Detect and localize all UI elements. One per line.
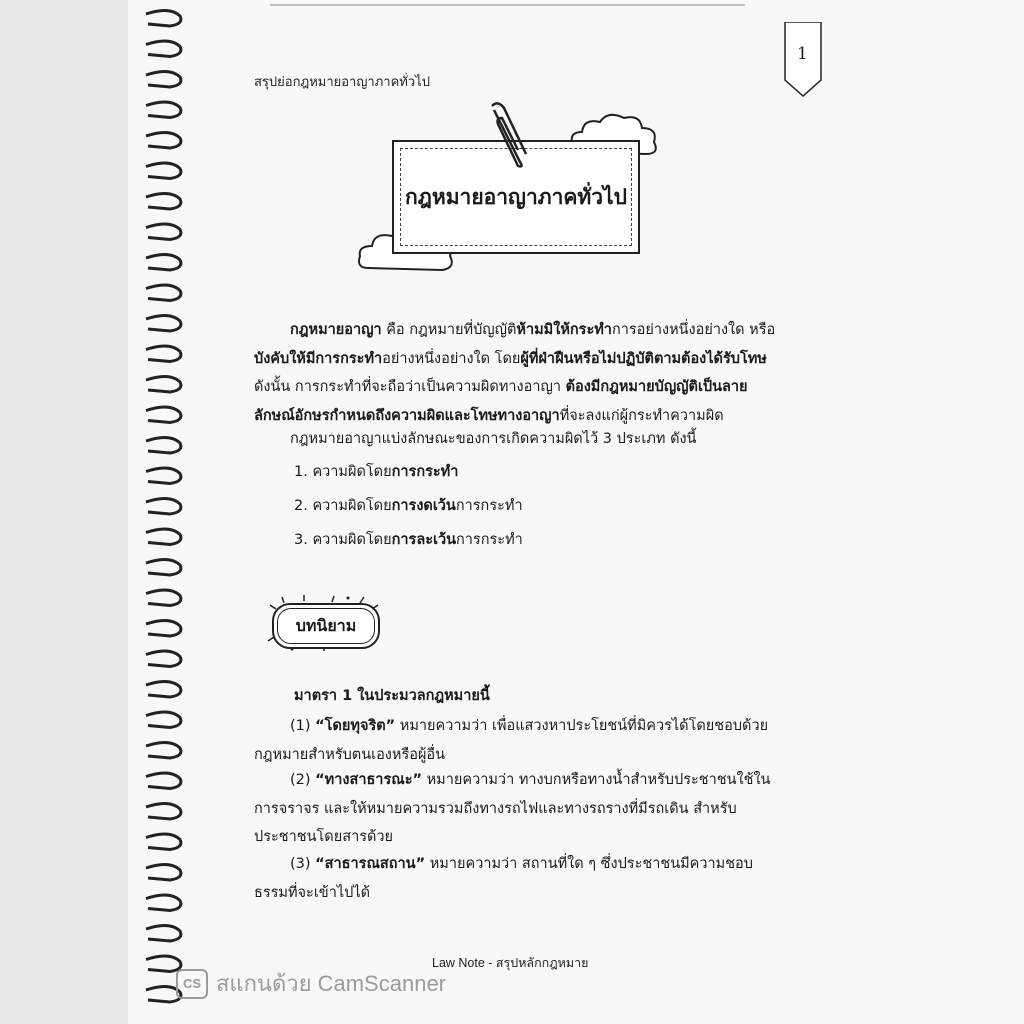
definition-1	[254, 712, 784, 769]
spiral-coil	[146, 590, 181, 606]
spiral-coil	[146, 742, 181, 758]
intro-bold-3: บังคับให้มีการกระทำ	[254, 350, 383, 367]
type-item-2-prefix: 2. ความผิดโดย	[294, 498, 392, 514]
page-footer: Law Note - สรุปหลักกฎหมาย	[432, 956, 589, 970]
type-item-3-suffix: การกระทำ	[456, 532, 523, 548]
definition-3-term: “สาธารณสถาน”	[315, 856, 426, 872]
intro-bold-2: ห้ามมิให้กระทำ	[516, 322, 612, 338]
spiral-coil	[146, 285, 181, 301]
spiral-coil	[146, 41, 181, 57]
type-item-3-prefix: 3. ความผิดโดย	[294, 532, 392, 548]
spiral-coil	[146, 224, 181, 240]
types-intro: กฎหมายอาญาแบ่งลักษณะของการเกิดความผิดไว้ 3 ประเภท ดังนี้	[290, 431, 697, 447]
spiral-coil	[146, 193, 181, 209]
spiral-coil	[146, 681, 181, 697]
spiral-coil	[146, 773, 181, 789]
spiral-coil	[146, 498, 181, 514]
definition-2-number: (2)	[290, 772, 316, 788]
spiral-coil	[146, 559, 181, 575]
definition-3	[254, 850, 784, 907]
spiral-coil	[146, 895, 181, 911]
intro-text-2: การอย่างหนึ่งอย่างใด	[611, 322, 745, 338]
spiral-coil	[146, 529, 181, 545]
type-item-2-suffix: การกระทำ	[455, 498, 523, 514]
spiral-coil	[146, 254, 181, 270]
chapter-title: กฎหมายอาญาภาคทั่วไป	[405, 184, 627, 209]
spiral-coil	[146, 925, 181, 941]
spiral-coil	[146, 834, 181, 850]
intro-text-1: คือ กฎหมายที่บัญญัติ	[381, 322, 517, 338]
badge-label: บทนิยาม	[295, 615, 357, 635]
intro-text-5: ดังนั้น การกระทำที่จะถือว่าเป็นความผิดทางอาญา	[254, 379, 566, 395]
intro-paragraph	[254, 316, 784, 430]
definition-1-term: “โดยทุจริต”	[315, 718, 396, 734]
intro-text-6: ที่จะลงแก่ผู้กระทำความผิด	[559, 407, 724, 424]
definition-3-number: (3)	[290, 856, 316, 872]
badge-frame	[272, 603, 380, 649]
page-top-edge	[270, 4, 745, 6]
intro-bold-1: กฎหมายอาญา	[290, 322, 382, 338]
running-header: สรุปย่อกฎหมายอาญาภาคทั่วไป	[254, 75, 430, 90]
spiral-coil	[146, 651, 181, 667]
spiral-coil	[146, 620, 181, 636]
paperclip-icon	[484, 100, 534, 170]
definition-2	[254, 766, 784, 852]
spiral-coil	[146, 315, 181, 331]
camscanner-logo-icon: CS	[176, 969, 208, 999]
intro-bold-5: ต้องมีกฎหมายบัญญัติเป็นลายลักษณ์อักษรกำหนดถึงความผิดและโทษทางอาญา	[254, 379, 748, 424]
definition-2-text: หมายความว่า ทางบกหรือทางน้ำสำหรับประชาชนใช้ในการจราจร และให้หมายความรวมถึงทางรถไฟและทางรถรางที่มีรถเดิน สำหรับประชาชนโดยสารด้วย	[254, 772, 771, 845]
type-item-1	[294, 460, 458, 483]
type-item-2	[294, 494, 523, 517]
type-item-2-bold: การงดเว้น	[391, 498, 456, 514]
type-item-3-bold: การละเว้น	[391, 532, 457, 548]
spiral-coil	[146, 803, 181, 819]
spiral-coil	[146, 71, 181, 87]
type-item-1-prefix: 1. ความผิดโดย	[294, 464, 392, 480]
type-item-3	[294, 528, 523, 551]
spiral-coil	[146, 864, 181, 880]
section-heading: มาตรา 1 ในประมวลกฎหมายนี้	[294, 688, 490, 704]
definition-3-text: หมายความว่า สถานที่ใด ๆ ซึ่งประชาชนมีความชอบธรรมที่จะเข้าไปได้	[254, 856, 753, 901]
spiral-coil	[146, 376, 181, 392]
spiral-coil	[146, 163, 181, 179]
intro-bold-4: ผู้ที่ฝ่าฝืนหรือไม่ปฏิบัติตามต้องได้รับโทษ	[520, 350, 767, 367]
definition-2-term: “ทางสาธารณะ”	[315, 772, 423, 788]
definitions-badge	[264, 595, 384, 653]
intro-text-4: อย่างหนึ่งอย่างใด โดย	[382, 350, 521, 367]
spiral-coil	[146, 407, 181, 423]
scanner-watermark	[176, 966, 446, 1001]
watermark-text: สแกนด้วย CamScanner	[216, 971, 447, 996]
type-item-1-bold: การกระทำ	[391, 464, 459, 480]
page-number: 1	[797, 44, 808, 64]
spiral-coil	[146, 468, 181, 484]
spiral-coil	[146, 712, 181, 728]
page-number-tab	[783, 22, 823, 97]
definition-1-text: หมายความว่า เพื่อแสวงหาประโยชน์ที่มิควรได้โดยชอบด้วยกฎหมายสำหรับตนเองหรือผู้อื่น	[254, 718, 769, 763]
spiral-coil	[146, 132, 181, 148]
spiral-coil	[146, 437, 181, 453]
spiral-binding	[140, 0, 200, 1024]
intro-text-3: หรือ	[749, 322, 776, 338]
spiral-coil	[146, 346, 181, 362]
spiral-coil	[146, 102, 181, 118]
spiral-coil	[146, 10, 181, 26]
definition-1-number: (1)	[290, 718, 316, 734]
